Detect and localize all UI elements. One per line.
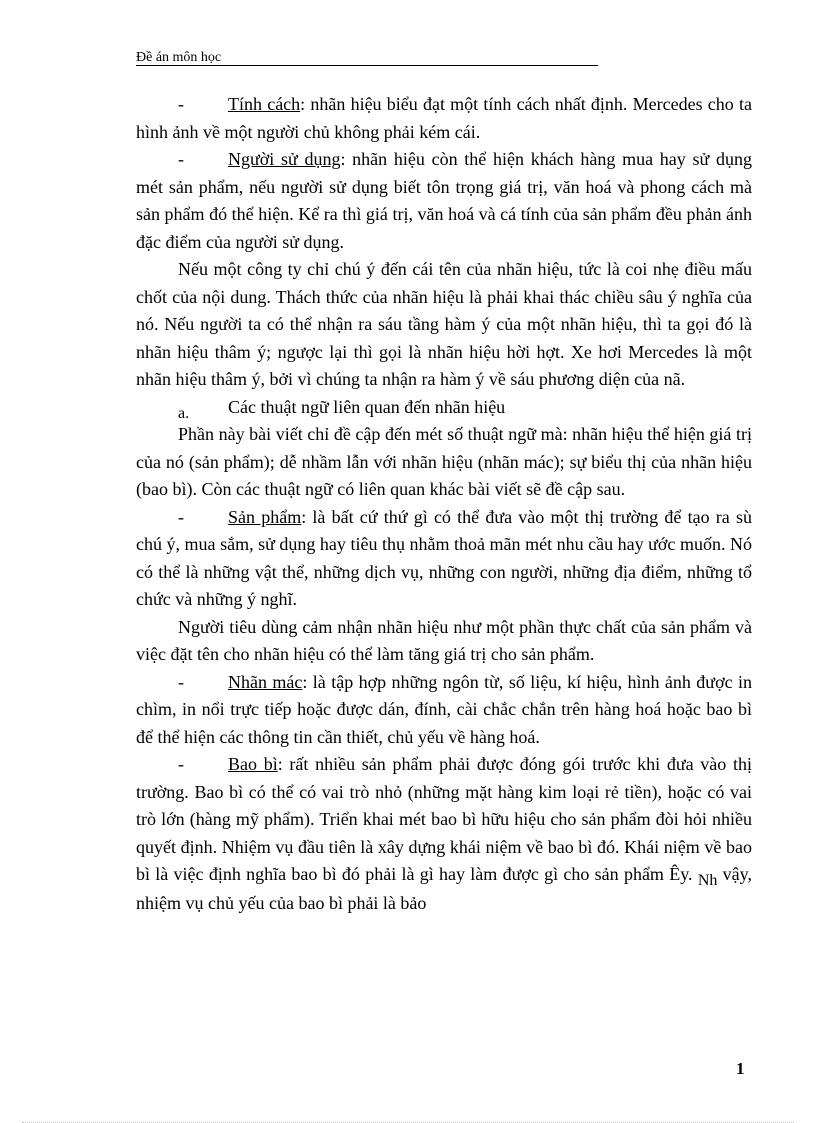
bullet-tail-text: vậy, nhiệm vụ chủ yếu của bao bì phải là bảo — [136, 864, 752, 913]
document-body — [136, 91, 752, 917]
heading-marker: a. — [178, 404, 190, 422]
page-number: 1 — [736, 1059, 745, 1078]
bullet-dash: - — [178, 149, 184, 169]
bullet-text: : nhãn hiệu biểu đạt một tính cách nhất định. Mercedes cho ta hình ảnh về một người chủ không phải kém cái. — [136, 94, 752, 142]
bullet-text: : là bất cứ thứ gì có thể đưa vào một thị trường để tạo ra sù chú ý, mua sắm, sử dụng hay tiêu thụ nhằm thoả mãn mét nhu cầu hay ước muốn. Nó có thể là những vật thể, những dịch vụ, những con người, những địa điểm, những tổ chức và những ý nghĩ. — [136, 506, 752, 609]
term-nguoi-su-dung: Người sử dụng — [228, 149, 341, 169]
header-rule — [136, 65, 598, 66]
paragraph-nhan-hieu-tham-y: Nếu một công ty chỉ chú ý đến cái tên của nhãn hiệu, tức là coi nhẹ điều mấu chốt của nội dung. Thách thức của nhãn hiệu là phải khai thác chiều sâu ý nghĩa của nó. Nếu người ta có thể nhận ra sáu tầng hàm ý của một nhãn hiệu, thì ta gọi đó là nhãn hiệu thâm ý; ngược lại thì gọi là nhãn hiệu hời hợt. Xe hơi Mercedes là một nhãn hiệu thâm ý, bởi vì chúng ta nhận ra hàm ý về sáu phương diện của nã. — [136, 259, 752, 389]
bullet-tinh-cach — [136, 91, 752, 146]
term-bao-bi: Bao bì — [228, 754, 278, 774]
term-nhan-mac: Nhãn mác — [228, 671, 303, 692]
term-san-pham: Sản phẩm — [228, 506, 302, 527]
term-tinh-cach: Tính cách — [228, 94, 301, 114]
bullet-dash: - — [178, 671, 184, 692]
fragment-nh: Nh — [697, 872, 718, 889]
bullet-nguoi-su-dung — [136, 146, 752, 256]
paragraph-nguoi-tieu-dung: Người tiêu dùng cảm nhận nhãn hiệu như một phần thực chất của sản phẩm và việc đặt tên cho nhãn hiệu có thể làm tăng giá trị cho sản phẩm. — [136, 616, 752, 664]
paragraph-thuat-ngu: Phần này bài viết chỉ đề cập đến mét số thuật ngữ mà: nhãn hiệu thể hiện giá trị của nó (sản phẩm); dễ nhầm lẫn với nhãn hiệu (nhãn mác); sự biểu thị của nhãn hiệu (bao bì). Còn các thuật ngữ có liên quan khác bài viết sẽ đề cập sau. — [136, 424, 752, 499]
section-heading — [136, 394, 752, 422]
bullet-dash: - — [178, 754, 184, 774]
bullet-text: : rất nhiều sản phẩm phải được đóng gói trước khi đưa vào thị trường. Bao bì có thể có vai trò nhỏ (những mặt hàng kim loại rẻ tiền), hoặc có vai trò lớn (hàng mỹ phẩm). Triển khai mét bao bì hữu hiệu cho sản phẩm đòi hỏi nhiều quyết định. Nhiệm vụ đầu tiên là xây dựng khái niệm về bao bì đó. Khái niệm về bao bì là việc định nghĩa bao bì đó phải là gì hay làm được gì cho sản phẩm Êy. — [136, 754, 752, 884]
bullet-text: : nhãn hiệu còn thể hiện khách hàng mua hay sử dụng mét sản phẩm, nếu người sử dụng biết tôn trọng giá trị, văn hoá và phong cách mà sản phẩm đó thể hiện. Kể ra thì giá trị, văn hoá và cá tính của sản phẩm đều phản ánh đặc điểm của người sử dụng. — [136, 149, 752, 252]
bullet-bao-bi — [136, 751, 752, 917]
page-header-title: Đề án môn học — [136, 50, 222, 65]
bullet-san-pham — [136, 504, 752, 614]
bullet-dash: - — [178, 506, 184, 527]
bullet-text: : là tập hợp những ngôn từ, số liệu, kí hiệu, hình ảnh được in chìm, in nổi trực tiếp hoặc được dán, đính, cài chắc chắn trên hàng hoá hoặc bao bì để thể hiện các thông tin cần thiết, chủ yếu về hàng hoá. — [136, 671, 752, 747]
bullet-dash: - — [178, 94, 184, 114]
heading-text: Các thuật ngữ liên quan đến nhãn hiệu — [228, 396, 506, 417]
bullet-nhan-mac — [136, 669, 752, 752]
